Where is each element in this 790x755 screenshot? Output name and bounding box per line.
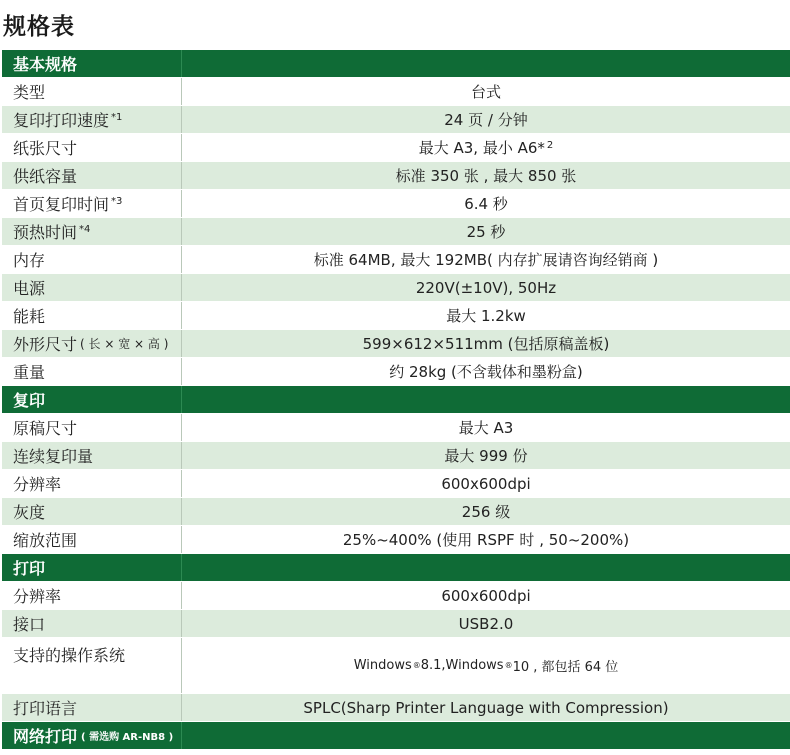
table-row — [2, 526, 790, 554]
row-value: 600x600dpi — [182, 470, 790, 497]
table-row — [2, 134, 790, 162]
row-label: 重量 — [2, 358, 182, 385]
table-row — [2, 162, 790, 190]
section-title: 复印 — [2, 386, 182, 413]
section-title: 打印 — [2, 554, 182, 581]
row-label: 分辨率 — [2, 470, 182, 497]
row-label: 连续复印量 — [2, 442, 182, 469]
section-title: 基本规格 — [2, 50, 182, 77]
table-row — [2, 582, 790, 610]
registered-mark: ® — [412, 661, 421, 670]
table-row — [2, 330, 790, 358]
table-row — [2, 106, 790, 134]
registered-mark: ® — [504, 661, 513, 670]
section-header-basic — [2, 50, 790, 78]
row-label: 外形尺寸 ( 长 × 宽 × 高 ) — [2, 330, 182, 357]
table-row — [2, 190, 790, 218]
row-value: 600x600dpi — [182, 582, 790, 609]
row-value: 最大 1.2kw — [182, 302, 790, 329]
table-row — [2, 498, 790, 526]
table-row — [2, 246, 790, 274]
section-header-network — [2, 722, 790, 750]
row-label: 能耗 — [2, 302, 182, 329]
row-label: 分辨率 — [2, 582, 182, 609]
row-label: 供纸容量 — [2, 162, 182, 189]
footnote-mark: *4 — [79, 224, 91, 235]
table-row — [2, 78, 790, 106]
row-label: 支持的操作系统 — [2, 638, 182, 693]
table-row — [2, 638, 790, 694]
row-label: 原稿尺寸 — [2, 414, 182, 441]
row-label: 电源 — [2, 274, 182, 301]
row-value: 标准 350 张 , 最大 850 张 — [182, 162, 790, 189]
table-row — [2, 470, 790, 498]
row-value: 25 秒 — [182, 218, 790, 245]
table-row — [2, 358, 790, 386]
page-title: 规格表 — [3, 14, 75, 40]
row-value: 最大 A3 — [182, 414, 790, 441]
section-header-copy — [2, 386, 790, 414]
footnote-mark: 2 — [546, 140, 554, 151]
row-value: 最大 999 份 — [182, 442, 790, 469]
footnote-mark: *3 — [111, 196, 123, 207]
table-row — [2, 610, 790, 638]
section-note: ( 需选购 AR-NB8 ) — [81, 732, 174, 743]
row-label: 灰度 — [2, 498, 182, 525]
row-value: 标准 64MB, 最大 192MB( 内存扩展请咨询经销商 ) — [182, 246, 790, 273]
row-value: 256 级 — [182, 498, 790, 525]
spec-table — [2, 50, 790, 750]
table-row — [2, 274, 790, 302]
row-label: 复印打印速度 $^{*1}$ — [2, 106, 182, 133]
row-label: 接口 — [2, 610, 182, 637]
table-row — [2, 694, 790, 722]
row-label: 类型 — [2, 78, 182, 105]
row-value: USB2.0 — [182, 610, 790, 637]
row-value: SPLC(Sharp Printer Language with Compression) — [182, 694, 790, 721]
section-header-print — [2, 554, 790, 582]
row-value: 220V(±10V), 50Hz — [182, 274, 790, 301]
row-label: 纸张尺寸 — [2, 134, 182, 161]
table-row — [2, 414, 790, 442]
row-label: 缩放范围 — [2, 526, 182, 553]
row-label: 打印语言 — [2, 694, 182, 721]
row-value: 约 28kg (不含载体和墨粉盒) — [182, 358, 790, 385]
table-row — [2, 442, 790, 470]
row-value: 599×612×511mm (包括原稿盖板) — [182, 330, 790, 357]
row-value: 台式 — [182, 78, 790, 105]
row-value: Windows ® 8.1, Windows ® 10 , 都包括 64 位 — [182, 638, 790, 693]
footnote-mark: *1 — [111, 112, 123, 123]
row-label: 内存 — [2, 246, 182, 273]
row-value: 最大 A3, 最小 A6* $^2$ — [182, 134, 790, 161]
row-value: 25%~400% (使用 RSPF 时 , 50~200%) — [182, 526, 790, 553]
row-value: 24 页 / 分钟 — [182, 106, 790, 133]
dimension-note: ( 长 × 宽 × 高 ) — [80, 337, 169, 351]
section-title: 网络打印 ( 需选购 AR-NB8 ) — [2, 722, 182, 749]
table-row — [2, 302, 790, 330]
row-label: 预热时间 $^{*4}$ — [2, 218, 182, 245]
row-label: 首页复印时间 $^{*3}$ — [2, 190, 182, 217]
table-row — [2, 218, 790, 246]
row-value: 6.4 秒 — [182, 190, 790, 217]
